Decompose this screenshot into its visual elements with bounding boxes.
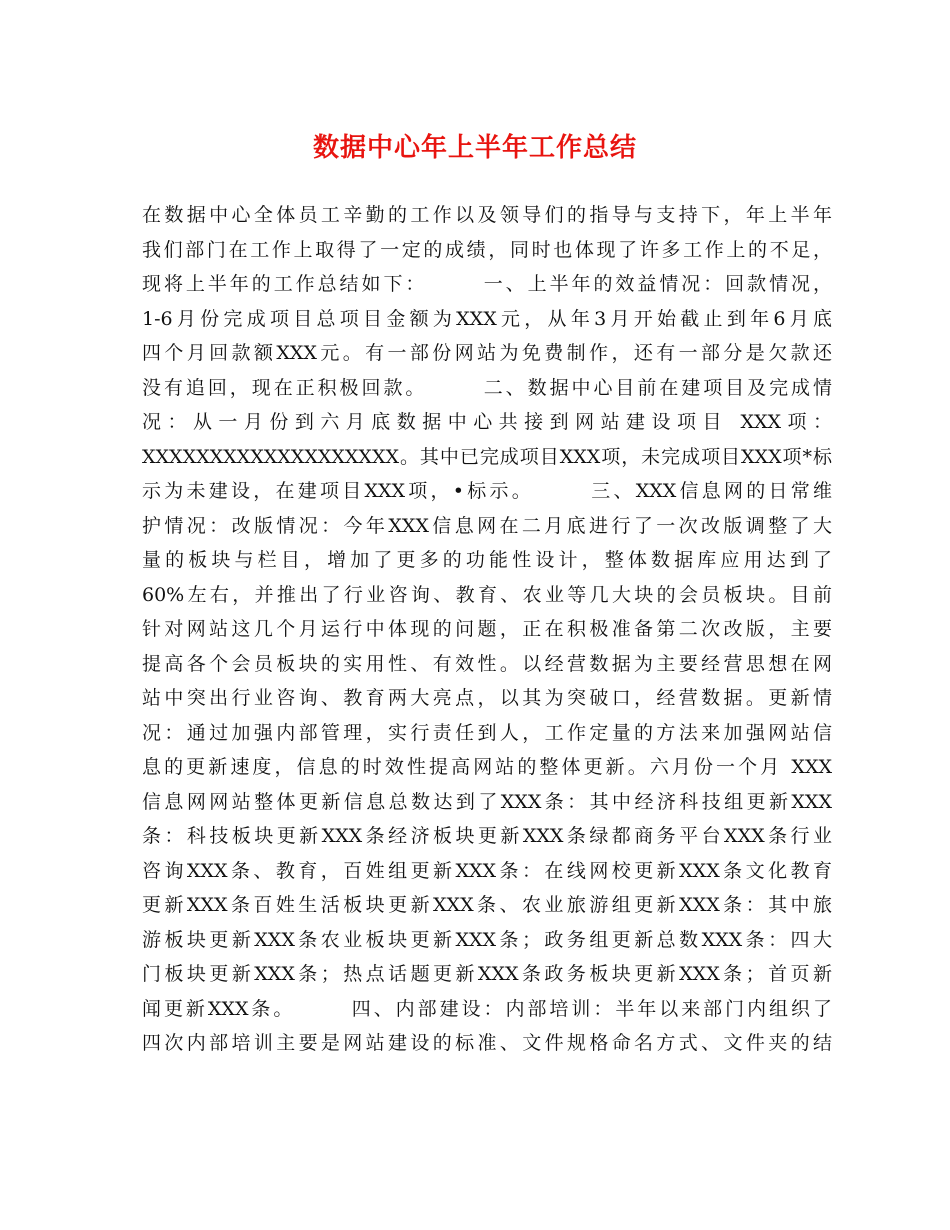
body-line: XXXXXXXXXXXXXXXXXXX。其中已完成项目XXX项，未完成项目XXX项*标 [142,445,832,468]
body-line: 况：从一月份到六月底数据中心共接到网站建设项目 XXX项： [142,411,832,433]
body-line: 量的板块与栏目，增加了更多的功能性设计，整体数据库应用达到了 [142,549,832,571]
body-line: 现将上半年的工作总结如下： 一、上半年的效益情况：回款情况， [142,273,832,295]
body-line: 况：通过加强内部管理，实行责任到人，工作定量的方法来加强网站信 [142,721,832,744]
body-line: 四个月回款额XXX元。有一部份网站为免费制作，还有一部分是欠款还 [142,342,832,364]
document-body [142,198,832,1061]
body-line: 游板块更新XXX条农业板块更新XXX条；政务组更新总数XXX条：四大 [142,928,832,951]
body-line: 针对网站这几个月运行中体现的问题，正在积极准备第二次改版，主要 [142,618,832,640]
body-line: 示为未建设，在建项目XXX项，•标示。 三、XXX信息网的日常维 [142,480,832,502]
body-line: 没有追回，现在正积极回款。 二、数据中心目前在建项目及完成情 [142,376,832,399]
body-line: 在数据中心全体员工辛勤的工作以及领导们的指导与支持下，年上半年 [142,204,832,226]
body-line: 提高各个会员板块的实用性、有效性。以经营数据为主要经营思想在网 [142,652,832,675]
body-line: 息的更新速度，信息的时效性提高网站的整体更新。六月份一个月 XXX [142,756,832,778]
body-line: 信息网网站整体更新信息总数达到了XXX条：其中经济科技组更新XXX [142,790,832,813]
body-line: 我们部门在工作上取得了一定的成绩，同时也体现了许多工作上的不足， [142,238,832,261]
body-line: 护情况：改版情况：今年XXX信息网在二月底进行了一次改版调整了大 [142,514,832,537]
document-title: 数据中心年上半年工作总结 [312,133,637,163]
body-line: 咨询XXX条、教育，百姓组更新XXX条：在线网校更新XXX条文化教育 [142,859,832,882]
body-line: 1-6月份完成项目总项目金额为XXX元，从年3月开始截止到年6月底 [142,307,832,330]
body-line: 闻更新XXX条。 四、内部建设：内部培训：半年以来部门内组织了 [142,997,832,1020]
body-line: 条：科技板块更新XXX条经济板块更新XXX条绿都商务平台XXX条行业 [142,825,832,847]
body-line: 四次内部培训主要是网站建设的标准、文件规格命名方式、文件夹的结 [142,1032,832,1054]
body-line: 60%左右，并推出了行业咨询、教育、农业等几大块的会员板块。目前 [142,583,832,606]
body-line: 门板块更新XXX条；热点话题更新XXX条政务板块更新XXX条；首页新 [142,963,832,985]
body-line: 更新XXX条百姓生活板块更新XXX条、农业旅游组更新XXX条：其中旅 [142,894,832,916]
body-line: 站中突出行业咨询、教育两大亮点，以其为突破口，经营数据。更新情 [142,687,832,709]
